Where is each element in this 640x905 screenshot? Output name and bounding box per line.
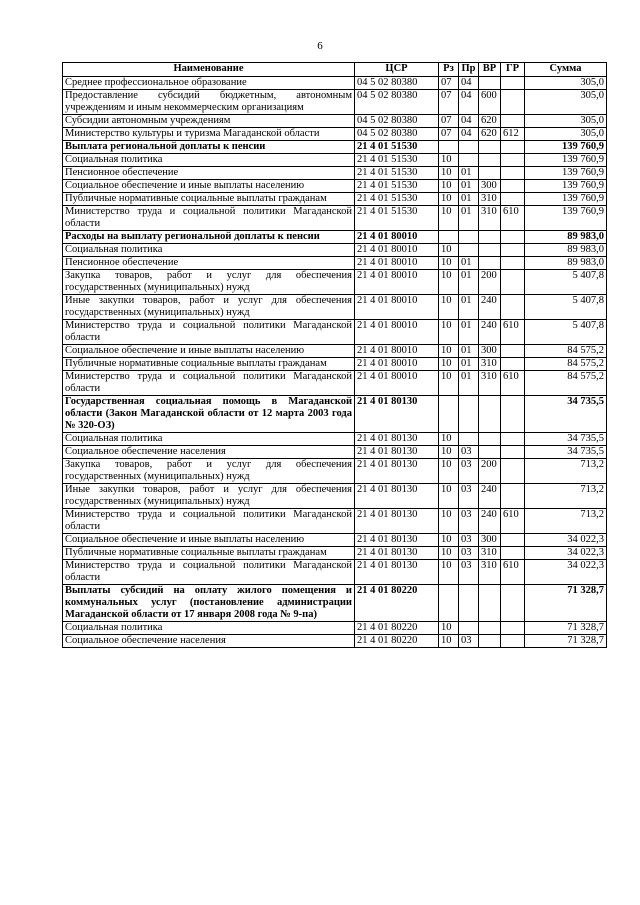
cell-sum: 139 760,9 (525, 193, 607, 206)
cell-vr: 240 (479, 509, 501, 534)
cell-gr (501, 115, 525, 128)
cell-pr: 03 (459, 534, 479, 547)
cell-vr: 200 (479, 270, 501, 295)
cell-sum: 713,2 (525, 484, 607, 509)
cell-rz: 10 (439, 320, 459, 345)
cell-sum: 305,0 (525, 90, 607, 115)
cell-vr (479, 141, 501, 154)
cell-vr: 300 (479, 345, 501, 358)
table-row (63, 371, 607, 396)
cell-gr (501, 459, 525, 484)
cell-name: Субсидии автономным учреждениям (63, 115, 355, 128)
cell-csr: 21 4 01 51530 (355, 180, 439, 193)
cell-vr (479, 77, 501, 90)
cell-name: Расходы на выплату региональной доплаты к пенсии (63, 231, 355, 244)
cell-sum: 34 735,5 (525, 433, 607, 446)
cell-rz: 10 (439, 345, 459, 358)
cell-csr: 21 4 01 80130 (355, 459, 439, 484)
header-name: Наименование (63, 63, 355, 77)
cell-vr: 310 (479, 371, 501, 396)
cell-csr: 21 4 01 80130 (355, 433, 439, 446)
cell-sum: 71 328,7 (525, 622, 607, 635)
cell-name: Среднее профессиональное образование (63, 77, 355, 90)
cell-name: Министерство труда и социальной политики Магаданской области (63, 371, 355, 396)
cell-csr: 21 4 01 80010 (355, 320, 439, 345)
cell-vr (479, 622, 501, 635)
cell-gr (501, 154, 525, 167)
cell-gr (501, 77, 525, 90)
header-vr: ВР (479, 63, 501, 77)
table-row (63, 534, 607, 547)
cell-gr: 610 (501, 509, 525, 534)
cell-name: Социальная политика (63, 244, 355, 257)
cell-sum: 5 407,8 (525, 295, 607, 320)
cell-vr: 310 (479, 193, 501, 206)
cell-pr: 03 (459, 635, 479, 648)
table-row (63, 115, 607, 128)
table-row (63, 585, 607, 622)
table-row (63, 345, 607, 358)
cell-csr: 04 5 02 80380 (355, 128, 439, 141)
cell-csr: 21 4 01 51530 (355, 167, 439, 180)
cell-sum: 139 760,9 (525, 154, 607, 167)
table-row (63, 90, 607, 115)
cell-name: Социальная политика (63, 154, 355, 167)
cell-sum: 305,0 (525, 115, 607, 128)
cell-rz: 10 (439, 484, 459, 509)
header-pr: Пр (459, 63, 479, 77)
table-row (63, 193, 607, 206)
cell-vr: 310 (479, 358, 501, 371)
cell-rz (439, 396, 459, 433)
cell-csr: 21 4 01 80130 (355, 534, 439, 547)
cell-sum: 5 407,8 (525, 320, 607, 345)
cell-rz: 10 (439, 433, 459, 446)
table-row (63, 154, 607, 167)
table-row (63, 509, 607, 534)
cell-sum: 89 983,0 (525, 231, 607, 244)
cell-pr (459, 585, 479, 622)
cell-name: Пенсионное обеспечение (63, 167, 355, 180)
table-row (63, 635, 607, 648)
cell-rz: 10 (439, 257, 459, 270)
cell-sum: 84 575,2 (525, 371, 607, 396)
cell-rz: 07 (439, 128, 459, 141)
table-header-row (63, 63, 607, 77)
cell-gr (501, 231, 525, 244)
cell-rz: 10 (439, 635, 459, 648)
table-row (63, 295, 607, 320)
cell-pr: 04 (459, 128, 479, 141)
cell-name: Публичные нормативные социальные выплаты гражданам (63, 358, 355, 371)
cell-name: Публичные нормативные социальные выплаты гражданам (63, 193, 355, 206)
cell-csr: 21 4 01 80220 (355, 585, 439, 622)
cell-name: Социальное обеспечение и иные выплаты населению (63, 534, 355, 547)
cell-csr: 04 5 02 80380 (355, 90, 439, 115)
table-row (63, 358, 607, 371)
cell-rz (439, 231, 459, 244)
cell-csr: 21 4 01 80130 (355, 547, 439, 560)
cell-sum: 139 760,9 (525, 206, 607, 231)
cell-csr: 21 4 01 80010 (355, 358, 439, 371)
cell-csr: 21 4 01 80010 (355, 345, 439, 358)
cell-pr (459, 244, 479, 257)
cell-sum: 305,0 (525, 77, 607, 90)
cell-sum: 34 735,5 (525, 396, 607, 433)
cell-name: Социальное обеспечение населения (63, 446, 355, 459)
cell-name: Закупка товаров, работ и услуг для обеспечения государственных (муниципальных) нужд (63, 270, 355, 295)
cell-name: Социальное обеспечение и иные выплаты населению (63, 180, 355, 193)
cell-sum: 89 983,0 (525, 257, 607, 270)
cell-pr: 03 (459, 509, 479, 534)
cell-rz: 10 (439, 509, 459, 534)
cell-rz: 07 (439, 90, 459, 115)
cell-gr (501, 547, 525, 560)
cell-name: Иные закупки товаров, работ и услуг для обеспечения государственных (муниципальных) нужд (63, 484, 355, 509)
cell-name: Министерство труда и социальной политики Магаданской области (63, 560, 355, 585)
cell-gr (501, 257, 525, 270)
cell-vr (479, 257, 501, 270)
cell-rz: 10 (439, 371, 459, 396)
cell-gr (501, 193, 525, 206)
cell-name: Выплата региональной доплаты к пенсии (63, 141, 355, 154)
cell-vr (479, 244, 501, 257)
cell-vr: 620 (479, 128, 501, 141)
cell-gr: 612 (501, 128, 525, 141)
cell-pr: 03 (459, 484, 479, 509)
cell-sum: 139 760,9 (525, 141, 607, 154)
cell-rz: 10 (439, 180, 459, 193)
table-row (63, 128, 607, 141)
cell-pr: 01 (459, 193, 479, 206)
cell-vr: 240 (479, 295, 501, 320)
cell-vr: 310 (479, 206, 501, 231)
cell-sum: 713,2 (525, 459, 607, 484)
cell-csr: 21 4 01 80130 (355, 560, 439, 585)
cell-pr: 03 (459, 560, 479, 585)
budget-table (62, 62, 607, 648)
table-row (63, 77, 607, 90)
cell-pr (459, 622, 479, 635)
cell-csr: 21 4 01 80010 (355, 270, 439, 295)
cell-pr: 01 (459, 320, 479, 345)
cell-name: Министерство труда и социальной политики Магаданской области (63, 320, 355, 345)
cell-pr: 01 (459, 295, 479, 320)
cell-name: Государственная социальная помощь в Магаданской области (Закон Магаданской области от 12 марта 2003 года № 320-ОЗ) (63, 396, 355, 433)
cell-vr (479, 446, 501, 459)
cell-rz (439, 585, 459, 622)
cell-csr: 21 4 01 80130 (355, 446, 439, 459)
cell-gr: 610 (501, 320, 525, 345)
cell-gr (501, 534, 525, 547)
cell-name: Социальная политика (63, 433, 355, 446)
cell-rz: 10 (439, 534, 459, 547)
cell-name: Публичные нормативные социальные выплаты гражданам (63, 547, 355, 560)
page-number: 6 (317, 40, 323, 52)
cell-gr: 610 (501, 560, 525, 585)
cell-pr: 04 (459, 115, 479, 128)
cell-csr: 04 5 02 80380 (355, 115, 439, 128)
cell-csr: 21 4 01 80010 (355, 231, 439, 244)
cell-sum: 34 735,5 (525, 446, 607, 459)
cell-sum: 139 760,9 (525, 167, 607, 180)
cell-csr: 21 4 01 80010 (355, 295, 439, 320)
cell-pr: 03 (459, 547, 479, 560)
cell-vr: 600 (479, 90, 501, 115)
cell-name: Предоставление субсидий бюджетным, автономным учреждениям и иным некоммерческим организациям (63, 90, 355, 115)
cell-rz: 10 (439, 167, 459, 180)
cell-csr: 21 4 01 80220 (355, 622, 439, 635)
cell-gr (501, 167, 525, 180)
cell-rz: 10 (439, 459, 459, 484)
cell-rz: 10 (439, 446, 459, 459)
cell-csr: 21 4 01 80010 (355, 371, 439, 396)
cell-pr: 01 (459, 358, 479, 371)
cell-sum: 84 575,2 (525, 358, 607, 371)
cell-vr (479, 154, 501, 167)
cell-pr (459, 433, 479, 446)
cell-gr (501, 433, 525, 446)
cell-pr: 01 (459, 257, 479, 270)
cell-csr: 04 5 02 80380 (355, 77, 439, 90)
table-row (63, 180, 607, 193)
cell-rz: 10 (439, 154, 459, 167)
cell-gr (501, 622, 525, 635)
table-row (63, 141, 607, 154)
cell-name: Социальная политика (63, 622, 355, 635)
cell-rz (439, 141, 459, 154)
table-body (63, 77, 607, 648)
cell-vr: 620 (479, 115, 501, 128)
table-row (63, 270, 607, 295)
header-csr: ЦСР (355, 63, 439, 77)
cell-vr: 300 (479, 534, 501, 547)
table-row (63, 484, 607, 509)
cell-vr (479, 635, 501, 648)
cell-name: Социальное обеспечение и иные выплаты населению (63, 345, 355, 358)
cell-csr: 21 4 01 80130 (355, 484, 439, 509)
cell-gr (501, 635, 525, 648)
table-row (63, 206, 607, 231)
cell-rz: 10 (439, 244, 459, 257)
cell-pr (459, 154, 479, 167)
cell-name: Закупка товаров, работ и услуг для обеспечения государственных (муниципальных) нужд (63, 459, 355, 484)
cell-pr (459, 141, 479, 154)
cell-gr (501, 484, 525, 509)
table-row (63, 396, 607, 433)
cell-pr: 03 (459, 459, 479, 484)
cell-vr (479, 396, 501, 433)
cell-sum: 34 022,3 (525, 547, 607, 560)
table-row (63, 244, 607, 257)
header-sum: Сумма (525, 63, 607, 77)
cell-vr (479, 167, 501, 180)
cell-csr: 21 4 01 80220 (355, 635, 439, 648)
header-rz: Рз (439, 63, 459, 77)
cell-pr: 01 (459, 270, 479, 295)
cell-sum: 34 022,3 (525, 534, 607, 547)
table-row (63, 257, 607, 270)
cell-vr (479, 433, 501, 446)
cell-pr: 01 (459, 180, 479, 193)
cell-name: Министерство труда и социальной политики Магаданской области (63, 206, 355, 231)
cell-sum: 71 328,7 (525, 635, 607, 648)
cell-csr: 21 4 01 80130 (355, 509, 439, 534)
table-row (63, 622, 607, 635)
cell-sum: 5 407,8 (525, 270, 607, 295)
cell-rz: 10 (439, 270, 459, 295)
cell-gr (501, 396, 525, 433)
table-row (63, 231, 607, 244)
cell-csr: 21 4 01 51530 (355, 141, 439, 154)
cell-rz: 10 (439, 206, 459, 231)
cell-gr (501, 358, 525, 371)
cell-gr (501, 90, 525, 115)
cell-pr: 03 (459, 446, 479, 459)
header-gr: ГР (501, 63, 525, 77)
cell-vr: 300 (479, 180, 501, 193)
cell-gr (501, 244, 525, 257)
cell-name: Министерство культуры и туризма Магаданской области (63, 128, 355, 141)
table-row (63, 547, 607, 560)
cell-pr: 01 (459, 345, 479, 358)
cell-pr (459, 396, 479, 433)
table-row (63, 433, 607, 446)
cell-vr: 240 (479, 320, 501, 345)
cell-gr (501, 585, 525, 622)
cell-csr: 21 4 01 51530 (355, 206, 439, 231)
cell-csr: 21 4 01 80010 (355, 257, 439, 270)
cell-sum: 713,2 (525, 509, 607, 534)
cell-csr: 21 4 01 51530 (355, 193, 439, 206)
cell-csr: 21 4 01 80130 (355, 396, 439, 433)
cell-gr: 610 (501, 371, 525, 396)
cell-vr: 240 (479, 484, 501, 509)
cell-sum: 89 983,0 (525, 244, 607, 257)
cell-pr: 01 (459, 371, 479, 396)
cell-sum: 71 328,7 (525, 585, 607, 622)
cell-gr (501, 141, 525, 154)
cell-gr: 610 (501, 206, 525, 231)
cell-name: Социальное обеспечение населения (63, 635, 355, 648)
table-row (63, 320, 607, 345)
table-row (63, 560, 607, 585)
cell-rz: 07 (439, 115, 459, 128)
cell-gr (501, 446, 525, 459)
cell-rz: 10 (439, 560, 459, 585)
cell-sum: 84 575,2 (525, 345, 607, 358)
cell-vr: 310 (479, 560, 501, 585)
table-row (63, 167, 607, 180)
table-row (63, 446, 607, 459)
table-row (63, 459, 607, 484)
cell-rz: 10 (439, 295, 459, 320)
cell-pr (459, 231, 479, 244)
cell-pr: 04 (459, 77, 479, 90)
cell-rz: 10 (439, 193, 459, 206)
cell-sum: 34 022,3 (525, 560, 607, 585)
cell-vr: 200 (479, 459, 501, 484)
cell-vr: 310 (479, 547, 501, 560)
cell-rz: 07 (439, 77, 459, 90)
cell-pr: 04 (459, 90, 479, 115)
cell-sum: 305,0 (525, 128, 607, 141)
cell-vr (479, 231, 501, 244)
cell-name: Министерство труда и социальной политики Магаданской области (63, 509, 355, 534)
cell-rz: 10 (439, 358, 459, 371)
cell-rz: 10 (439, 622, 459, 635)
cell-gr (501, 345, 525, 358)
cell-rz: 10 (439, 547, 459, 560)
cell-pr: 01 (459, 167, 479, 180)
cell-csr: 21 4 01 80010 (355, 244, 439, 257)
cell-name: Пенсионное обеспечение (63, 257, 355, 270)
cell-csr: 21 4 01 51530 (355, 154, 439, 167)
cell-gr (501, 270, 525, 295)
cell-gr (501, 180, 525, 193)
cell-gr (501, 295, 525, 320)
cell-name: Выплаты субсидий на оплату жилого помещения и коммунальных услуг (постановление администрации Магаданской области от 17 января 2008 года № 9-па) (63, 585, 355, 622)
cell-name: Иные закупки товаров, работ и услуг для обеспечения государственных (муниципальных) нужд (63, 295, 355, 320)
cell-vr (479, 585, 501, 622)
cell-sum: 139 760,9 (525, 180, 607, 193)
cell-pr: 01 (459, 206, 479, 231)
